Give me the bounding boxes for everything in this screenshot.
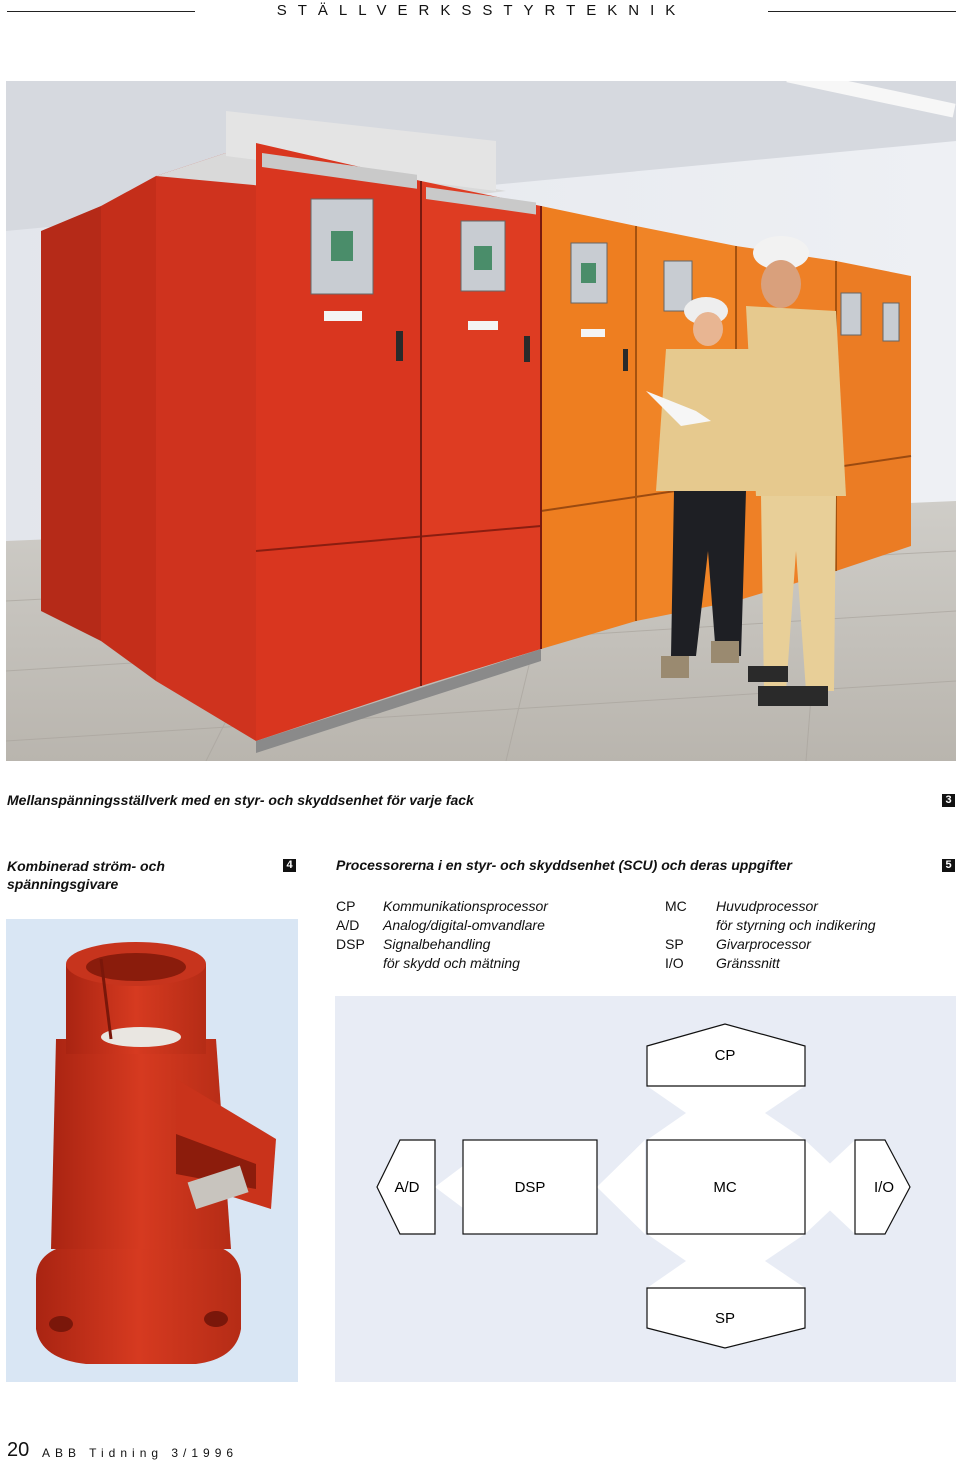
header-rule-left: [7, 11, 195, 12]
legend-abbr: MC: [665, 898, 687, 914]
publication-name: ABB Tidning 3/1996: [42, 1446, 239, 1460]
ad-label: A/D: [394, 1179, 420, 1196]
legend-left: [336, 896, 636, 976]
legend-text: för skydd och mätning: [383, 955, 520, 971]
figure-4-number: 4: [283, 859, 296, 872]
page-number: 20: [7, 1439, 30, 1461]
dsp-label: DSP: [514, 1179, 546, 1196]
sensor-photo: [6, 919, 298, 1382]
legend-text: Givarprocessor: [716, 936, 811, 952]
processor-diagram: [335, 996, 956, 1382]
legend-right: [665, 896, 955, 976]
figure-3-number: 3: [942, 794, 955, 807]
legend-text: Signalbehandling: [383, 936, 491, 952]
legend-abbr: CP: [336, 898, 356, 914]
sp-label: SP: [714, 1310, 736, 1327]
figure-3-caption: Mellanspänningsställverk med en styr- och skyddsenhet för varje fack: [7, 792, 474, 808]
legend-text: Kommunikationsprocessor: [383, 898, 548, 914]
mc-label: MC: [713, 1179, 737, 1196]
figure-5-number: 5: [942, 859, 955, 872]
legend-abbr: I/O: [665, 955, 684, 971]
legend-text: Huvudprocessor: [716, 898, 818, 914]
switchgear-photo: [6, 81, 956, 761]
legend-abbr: A/D: [336, 917, 360, 933]
io-label: I/O: [873, 1179, 895, 1196]
legend-abbr: SP: [665, 936, 684, 952]
legend-abbr: DSP: [336, 936, 365, 952]
legend-text: för styrning och indikering: [716, 917, 876, 933]
figure-5-caption: Processorerna i en styr- och skyddsenhet (SCU) och deras uppgifter: [336, 857, 792, 873]
legend-text: Analog/digital-omvandlare: [383, 917, 545, 933]
cp-label: CP: [714, 1047, 736, 1064]
header-rule-right: [768, 11, 956, 12]
figure-4-caption: Kombinerad ström- och spänningsgivare: [7, 858, 165, 892]
section-title: STÄLLVERKSSTYRTEKNIK: [276, 2, 687, 19]
legend-text: Gränssnitt: [716, 955, 780, 971]
